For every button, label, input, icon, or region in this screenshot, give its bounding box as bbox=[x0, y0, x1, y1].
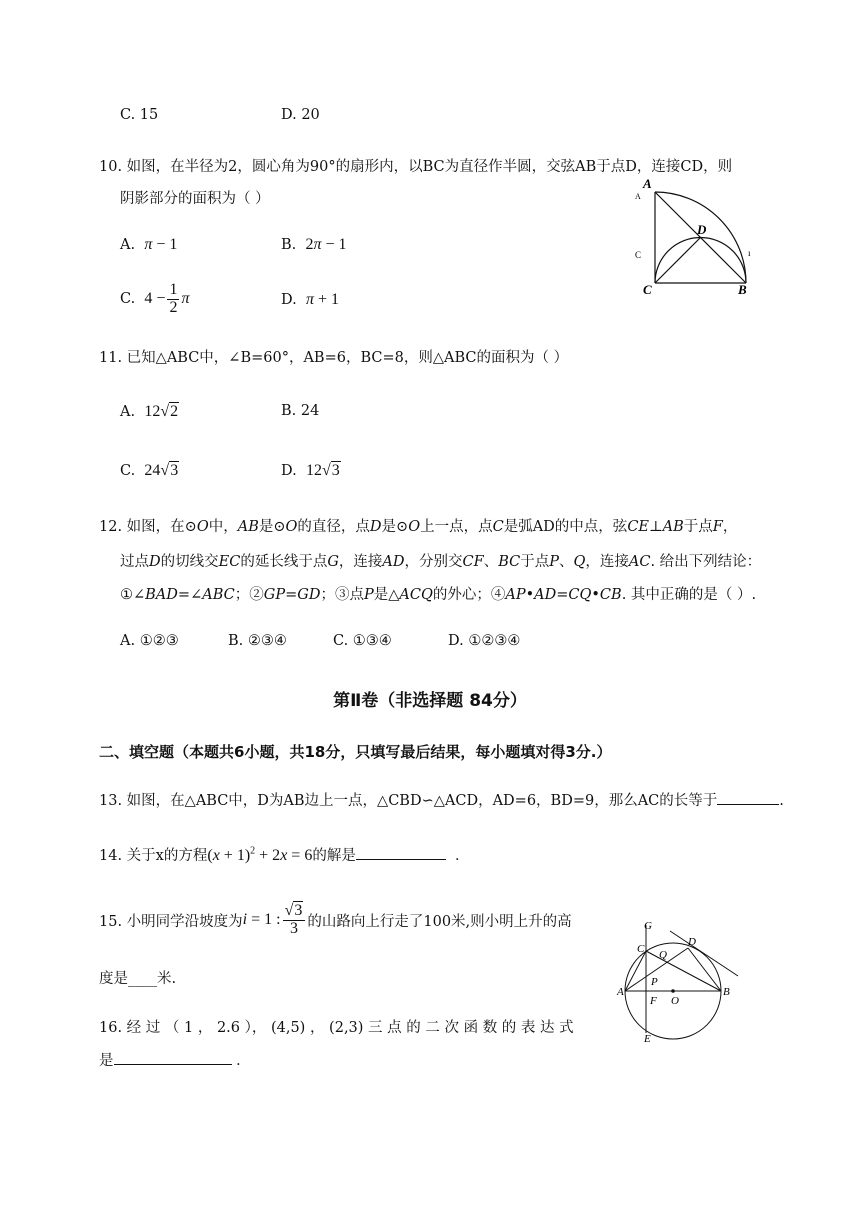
q12-option-b: B. ②③④ bbox=[228, 633, 287, 649]
fig12-label-c: C bbox=[637, 943, 645, 955]
q10-text-line1: 10. 如图，在半径为2，圆心角为90°的扇形内，以BC为直径作半圆，交弦AB于点D，连接CD，则 bbox=[99, 159, 733, 175]
q10-figure bbox=[625, 172, 765, 297]
q14-answer-blank[interactable] bbox=[356, 847, 446, 860]
q10-option-d: D. π + 1 bbox=[281, 291, 339, 308]
fig12-label-e: E bbox=[644, 1033, 651, 1045]
q13-answer-blank[interactable] bbox=[717, 792, 779, 805]
q12-text-line3: ①∠BAD=∠ABC；②GP=GD；③点P是△ACQ的外心；④AP•AD=CQ•CB. 其中正确的是（ ）. bbox=[120, 587, 757, 603]
q12-option-d: D. ①②③④ bbox=[448, 633, 521, 649]
fig12-label-p: P bbox=[651, 976, 658, 988]
q12-text-line1: 12. 如图，在⊙O中，AB是⊙O的直径，点D是⊙O上一点，点C是弧AD的中点，弦CE⊥AB于点F， bbox=[99, 519, 738, 535]
fig12-label-b: B bbox=[723, 986, 730, 998]
fig12-label-a: A bbox=[617, 986, 624, 998]
q14-text: 14. 关于x的方程$(x + 1)^2 + 2x = 6$的解是 ． bbox=[99, 845, 470, 864]
q12-option-a: A. ①②③ bbox=[120, 633, 179, 649]
q11-option-b: B. 24 bbox=[281, 403, 320, 419]
fig12-label-g: G bbox=[644, 920, 652, 932]
fig12-label-f: F bbox=[650, 995, 657, 1007]
q13-text: 13. 如图，在△ABC中，D为AB边上一点，△CBD∽△ACD，AD=6，BD=9，那么AC的长等于 . bbox=[99, 793, 784, 809]
part2-title: 第Ⅱ卷（非选择题 84分） bbox=[333, 691, 527, 711]
q11-text: 11. 已知△ABC中，∠B=60°，AB=6，BC=8，则△ABC的面积为（ ） bbox=[99, 350, 569, 366]
q16-answer-blank[interactable] bbox=[114, 1052, 232, 1065]
fig10-small-a: A bbox=[635, 192, 641, 201]
fig10-small-mark: ı bbox=[748, 248, 751, 258]
fig12-label-o: O bbox=[671, 995, 679, 1007]
q11-option-c: C. 24√3 bbox=[120, 462, 179, 479]
q11-option-d: D. 12√3 bbox=[281, 462, 340, 479]
fig10-label-d: D bbox=[697, 222, 707, 237]
section2-heading: 二、填空题（本题共6小题，共18分，只填写最后结果，每小题填对得3分.） bbox=[99, 743, 612, 761]
q11-option-a: A. 12√2 bbox=[120, 403, 179, 420]
q16-text-line2: 是 ． bbox=[99, 1053, 251, 1069]
q10-option-b: B. 2π − 1 bbox=[281, 236, 347, 253]
fig10-small-c: C bbox=[635, 250, 642, 260]
q10-option-a: A. π − 1 bbox=[120, 236, 178, 253]
q12-figure bbox=[610, 915, 745, 1045]
q10-text-line2: 阴影部分的面积为（ ） bbox=[120, 191, 270, 207]
q15-text-line2: 度是____米. bbox=[99, 971, 177, 987]
q16-text-line1: 16. 经 过 （ 1 ， 2.6 ）， (4,5) ， (2,3) 三 点 的 二 次 函 数 的 表 达 式 bbox=[99, 1020, 574, 1036]
q10-option-c: C. 4 − $\frac{1}{2}$ π bbox=[120, 281, 190, 316]
q12-text-line2: 过点D的切线交EC的延长线于点G，连接AD，分别交CF、BC于点P、Q，连接AC. 给出下列结论： bbox=[120, 554, 762, 570]
q9-option-c: C. 15 bbox=[120, 107, 159, 123]
fig10-label-c: C bbox=[643, 282, 652, 297]
q12-option-c: C. ①③④ bbox=[333, 633, 392, 649]
fig10-label-a: A bbox=[643, 176, 652, 191]
fig12-label-q: Q bbox=[659, 949, 667, 961]
q9-option-d: D. 20 bbox=[281, 107, 320, 123]
fig10-label-b: B bbox=[738, 282, 747, 297]
q15-text-line1: 15. 小明同学沿坡度为i = 1 : $\frac{√3}{3}$ 的山路向上行走了100米,则小明上升的高 bbox=[99, 902, 572, 937]
fig12-label-d: D bbox=[688, 936, 696, 948]
